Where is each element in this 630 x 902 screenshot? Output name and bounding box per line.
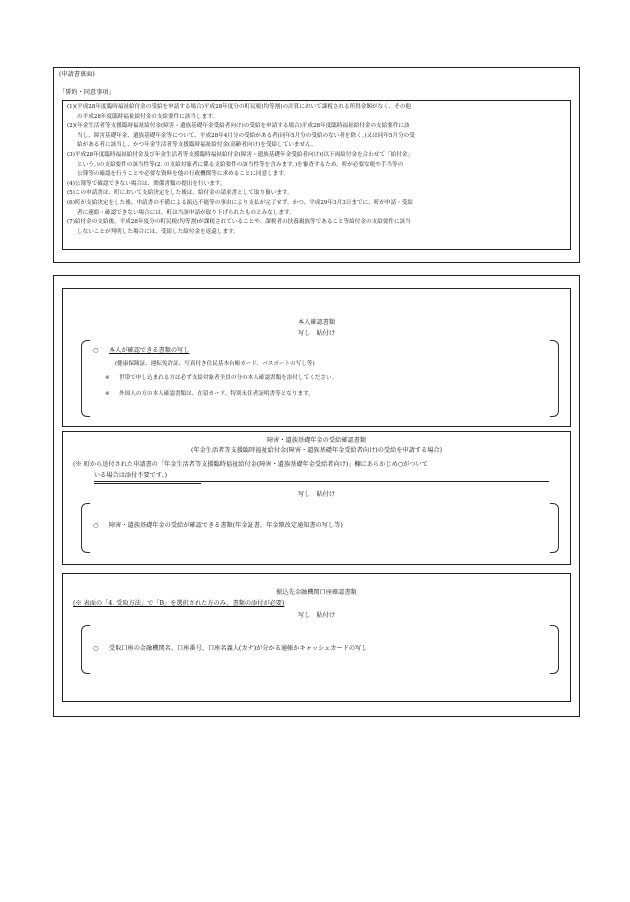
pledge-item-line: (1)(平成28年度臨時福祉給付金の受給を申請する場合)平成28年度分の町民税(均等割)の計算において課税される所得金額がなく、その他 — [67, 104, 412, 110]
bank-item: 受取口座の金融機関名、口座番号、口座名義人(カナ)が分かる通帳かキャッシュカードの写し — [109, 645, 368, 652]
paste-area-right-bracket — [550, 625, 559, 674]
pledge-item-line: 当し、障害基礎年金、遺族基礎年金等について、平成28年4月分の受給がある者(同年5月分の受給のない者を除く。)又は同年5月分の受 — [77, 132, 415, 139]
bank-docs-box — [62, 573, 571, 702]
pledge-item-line: 者に連絡・確認できない場合には、町は当該申請が取り下げられたものとみなします。 — [77, 209, 295, 216]
pension-note-underline — [94, 483, 201, 484]
pledge-item-line: (7)給付金の支給後、平成28年度分の町民税(均等割)が課税されていることや、課税者の扶養親族等であること等給付金の支給要件に該当 — [67, 219, 411, 226]
note-mark: ※ — [105, 375, 110, 381]
paste-area-right-bracket — [550, 340, 559, 417]
note-mark: ※ — [105, 391, 110, 397]
paste-area-left-bracket — [81, 503, 90, 553]
identity-docs-box — [62, 288, 571, 427]
pension-note-line1: (※ 町から送付された申請書の「年金生活者等支援臨時福祉給付金(障害・遺族基礎年金受給者向け)」欄にあらかじめ○がついて — [73, 461, 428, 468]
pledge-item-line: の平成28年度臨時福祉給付金の支給要件に該当します。 — [77, 113, 218, 120]
pledge-item-line: 公簿等の確認を行うことや必要な資料を他の行政機関等に求めることに同意します。 — [77, 171, 290, 178]
pledge-item-line: (6)町が支給決定をした後、申請書の不備による振込不能等の事由により支払が完了せず、かつ、平成29年3月3日までに、町が申請・受給 — [67, 200, 413, 206]
pension-subtitle: (年金生活者等支援臨時福祉給付金(障害・遺族基礎年金受給者向け)の受給を申請する場合) — [191, 447, 442, 454]
bank-bullet: ○ — [93, 645, 99, 652]
pension-paste-label: 写し 貼付け — [297, 491, 336, 498]
pledge-section — [53, 67, 580, 263]
bank-note: (※ 表面の「4. 受取方法」で「B」を選択された方のみ、書類の添付が必要) — [73, 600, 285, 607]
identity-examples: (健康保険証、運転免許証、写真付き住民基本台帳カード、パスポートの写し等) — [115, 361, 315, 367]
identity-note-foreigner: 外国人の方の本人確認書類は、在留カード、特別永住者証明書等となります。 — [119, 391, 314, 397]
bank-title: 振込先金融機関口座確認書類 — [276, 589, 357, 596]
sheet-label: (申請書裏面) — [59, 71, 95, 78]
pledge-item-line: しないことが判明した場合には、受給した給付金を返還します。 — [77, 228, 239, 235]
pension-bullet: ○ — [93, 522, 99, 529]
pension-title: 障害・遺族基礎年金の受給確認書類 — [267, 437, 366, 444]
identity-item: 本人が確認できる書類の写し — [109, 347, 190, 354]
paste-area-right-bracket — [550, 503, 559, 553]
pledge-item-line: (2)(年金生活者等支援臨時福祉給付金(障害・遺族基礎年金受給者向け)の受給を申請する場合)平成28年度臨時福祉給付金の支給要件に該 — [67, 123, 410, 130]
pledge-item-line: (4)公簿等で確認できない場合は、関係書類の提出を行います。 — [67, 180, 226, 187]
identity-bullet: ○ — [93, 347, 99, 354]
bank-paste-label: 写し 貼付け — [297, 612, 336, 619]
identity-note-household: 世帯で申し込まれる方は必ず支給対象者全員の分の本人確認書類を添付してください。 — [119, 375, 338, 381]
pension-item: 障害・遺族基礎年金の受給が確認できる書類(年金証書、年金額改定通知書の写し等) — [109, 522, 343, 529]
identity-title: 本人確認書類 — [297, 319, 336, 326]
pledge-list — [62, 100, 571, 250]
pledge-item-line: (5)この申請書は、町において支給決定をした後は、給付金の請求書として取り扱います。 — [67, 190, 293, 197]
identity-paste-label: 写し 貼付け — [297, 330, 336, 337]
pension-note-line2: いる場合は添付不要です。) — [94, 472, 168, 479]
pledge-heading: 「誓約・同意事項」 — [59, 89, 115, 96]
pledge-item-line: 給がある者に該当し、かつ年金生活者等支援臨時福祉給付金(高齢者向け)を受給していません。 — [77, 142, 317, 149]
pledge-item-line: という。)の支給要件の該当性等(2. の支給対象者に係る支給要件の該当性等を含みます。)を審査するため、町が必要な税や手当等の — [77, 161, 404, 168]
pledge-item-line: (3)平成28年度臨時福祉給付金及び年金生活者等支援臨時福祉給付金(障害・遺族基礎年金受給者向け)(以下両給付金を合わせて「給付金」 — [67, 152, 414, 158]
attachment-section — [53, 275, 580, 717]
paste-area-left-bracket — [81, 340, 90, 417]
paste-area-left-bracket — [81, 625, 90, 674]
pension-docs-box — [62, 431, 571, 565]
